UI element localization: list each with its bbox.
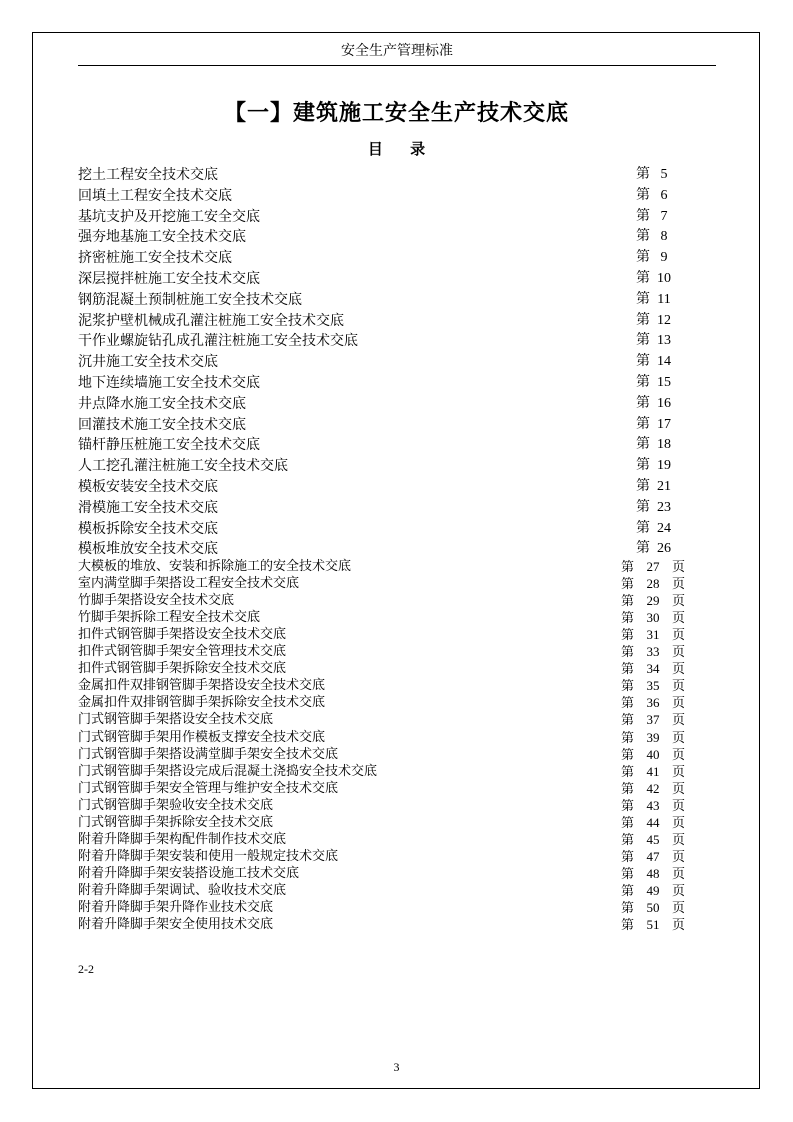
- toc-page-number: 15: [657, 375, 671, 390]
- toc-page-suffix: 页: [672, 797, 686, 813]
- toc-entry-page: [621, 848, 685, 865]
- toc-page-number: 29: [646, 593, 660, 609]
- toc-entry[interactable]: [78, 626, 698, 643]
- toc-entry-title: 回填土工程安全技术交底: [78, 187, 232, 204]
- toc-entry-page: [636, 539, 678, 559]
- toc-page-suffix: 页: [672, 763, 686, 779]
- toc-page-suffix: 页: [672, 593, 686, 609]
- toc-page-number: 42: [646, 780, 660, 796]
- toc-page-number: 11: [657, 291, 671, 307]
- toc-page-number: 19: [657, 458, 671, 474]
- toc-entry[interactable]: [78, 558, 698, 575]
- toc-entry-page: [621, 916, 685, 933]
- toc-entry-page: [636, 290, 678, 310]
- toc-entry-page: [621, 626, 685, 643]
- toc-entry-title: 门式钢管脚手架搭设完成后混凝土浇捣安全技术交底: [78, 763, 378, 779]
- toc-entry[interactable]: [78, 865, 698, 882]
- toc-entry-page: [636, 207, 678, 227]
- toc-entry[interactable]: [78, 643, 698, 660]
- toc-entry[interactable]: [78, 269, 698, 289]
- toc-page-number: 37: [646, 712, 660, 728]
- toc-entry[interactable]: [78, 575, 698, 592]
- toc-entry-title: 锚杆静压桩施工安全技术交底: [78, 437, 260, 454]
- toc-page-prefix: 第: [621, 712, 635, 728]
- toc-entry[interactable]: [78, 373, 698, 393]
- toc-page-number: 39: [646, 729, 660, 745]
- toc-page-prefix: 第: [636, 354, 650, 370]
- toc-entry-title: 模板堆放安全技术交底: [78, 541, 218, 558]
- toc-page-suffix: 页: [672, 848, 686, 864]
- toc-entry-title: 门式钢管脚手架拆除安全技术交底: [78, 814, 274, 830]
- toc-entry-title: 深层搅拌桩施工安全技术交底: [78, 271, 260, 287]
- toc-page-suffix: 页: [672, 661, 686, 677]
- toc-entry[interactable]: [78, 456, 698, 476]
- toc-entry-page: [636, 519, 678, 539]
- toc-entry-title: 门式钢管脚手架安全管理与维护安全技术交底: [78, 780, 339, 796]
- toc-entry-title: 挖土工程安全技术交底: [78, 167, 218, 183]
- toc-entry-title: 附着升降脚手架安装搭设施工技术交底: [78, 865, 300, 881]
- toc-entry[interactable]: [78, 814, 698, 831]
- toc-page-prefix: 第: [621, 695, 635, 711]
- toc-entry-title: 基坑支护及开挖施工安全交底: [78, 208, 260, 225]
- toc-page-suffix: 页: [672, 678, 686, 694]
- toc-page-prefix: 第: [621, 661, 635, 677]
- toc-page-number: 9: [660, 250, 668, 266]
- toc-entry[interactable]: [78, 882, 698, 899]
- toc-page-number: 36: [646, 695, 660, 711]
- toc-entry-title: 金属扣件双排钢管脚手架搭设安全技术交底: [78, 678, 326, 694]
- toc-page-number: 13: [657, 333, 671, 349]
- toc-page-prefix: 第: [636, 333, 650, 349]
- toc-page-prefix: 第: [636, 167, 650, 182]
- toc-entry-page: [636, 165, 678, 185]
- toc-entry-title: 滑模施工安全技术交底: [78, 499, 218, 516]
- toc-page-prefix: 第: [636, 208, 650, 224]
- toc-page-number: 41: [646, 763, 660, 779]
- toc-page-prefix: 第: [636, 271, 650, 286]
- toc-entry-title: 泥浆护壁机械成孔灌注桩施工安全技术交底: [78, 312, 344, 329]
- toc-page-number: 16: [657, 395, 671, 411]
- toc-entry-title: 门式钢管脚手架验收安全技术交底: [78, 797, 274, 813]
- toc-page-prefix: 第: [621, 644, 635, 660]
- toc-page-prefix: 第: [621, 848, 635, 864]
- toc-page-suffix: 页: [672, 814, 686, 830]
- toc-page-suffix: 页: [672, 917, 686, 933]
- toc-entry-title: 地下连续墙施工安全技术交底: [78, 375, 260, 391]
- toc-page-prefix: 第: [636, 395, 650, 411]
- toc-entry-page: [636, 456, 678, 476]
- toc-page-number: 21: [657, 479, 671, 494]
- toc-entry[interactable]: [78, 290, 698, 310]
- toc-entry-title: 金属扣件双排钢管脚手架拆除安全技术交底: [78, 695, 326, 711]
- toc-page-suffix: 页: [672, 695, 686, 711]
- toc-page-prefix: 第: [636, 187, 650, 203]
- toc-entry-title: 扣件式钢管脚手架拆除安全技术交底: [78, 661, 287, 677]
- toc-entry[interactable]: [78, 415, 698, 435]
- toc-page-suffix: 页: [672, 559, 686, 574]
- toc-page-prefix: 第: [621, 831, 635, 847]
- toc-page-number: 10: [657, 271, 671, 286]
- toc-entry-page: [621, 763, 685, 780]
- toc-entry-page: [621, 831, 685, 848]
- toc-page-suffix: 页: [672, 627, 686, 643]
- toc-page-number: 49: [646, 882, 660, 898]
- toc-entry[interactable]: [78, 797, 698, 814]
- toc-entry-title: 强夯地基施工安全技术交底: [78, 229, 246, 246]
- toc-entry-title: 大模板的堆放、安装和拆除施工的安全技术交底: [78, 559, 352, 574]
- toc-entry[interactable]: [78, 660, 698, 677]
- toc-entry-title: 干作业螺旋钻孔成孔灌注桩施工安全技术交底: [78, 333, 358, 350]
- toc-page-suffix: 页: [672, 900, 686, 915]
- toc-page-number: 48: [646, 865, 660, 881]
- toc-entry-page: [621, 797, 685, 814]
- toc-page-prefix: 第: [636, 479, 650, 494]
- toc-entry-page: [621, 882, 685, 899]
- toc-entry[interactable]: [78, 186, 698, 206]
- toc-page-prefix: 第: [621, 882, 635, 898]
- toc-page-number: 5: [660, 167, 668, 182]
- toc-entry-title: 附着升降脚手架构配件制作技术交底: [78, 831, 287, 847]
- toc-entry-page: [621, 899, 685, 916]
- toc-entry-title: 附着升降脚手架安装和使用一般规定技术交底: [78, 848, 339, 864]
- toc-entry-page: [621, 729, 685, 746]
- toc-entry-page: [636, 477, 678, 497]
- toc-entry[interactable]: [78, 248, 698, 268]
- toc-entry-title: 回灌技术施工安全技术交底: [78, 416, 246, 433]
- toc-page-suffix: 页: [672, 610, 686, 626]
- toc-entry-title: 扣件式钢管脚手架安全管理技术交底: [78, 644, 287, 660]
- toc-entry-title: 钢筋混凝土预制桩施工安全技术交底: [78, 291, 302, 308]
- toc-entry[interactable]: [78, 394, 698, 414]
- toc-page-prefix: 第: [621, 627, 635, 643]
- toc-heading: 目 录: [367, 140, 426, 158]
- document-title: 【一】建筑施工安全生产技术交底: [223, 101, 569, 126]
- toc-entry-title: 沉井施工安全技术交底: [78, 354, 218, 371]
- toc-entry-title: 室内满堂脚手架搭设工程安全技术交底: [78, 576, 300, 592]
- toc-page-number: 8: [660, 229, 668, 245]
- toc-entry[interactable]: [78, 831, 698, 848]
- toc-page-prefix: 第: [621, 593, 635, 609]
- toc-entry[interactable]: [78, 435, 698, 455]
- toc-entry-page: [636, 435, 678, 455]
- toc-entry[interactable]: [78, 677, 698, 694]
- toc-entry-title: 附着升降脚手架安全使用技术交底: [78, 917, 274, 933]
- toc-page-number: 44: [646, 814, 660, 830]
- toc-page-prefix: 第: [621, 814, 635, 830]
- toc-page-prefix: 第: [621, 559, 635, 574]
- toc-entry-page: [636, 394, 678, 414]
- toc-entry-page: [636, 373, 678, 393]
- toc-entry[interactable]: [78, 311, 698, 331]
- toc-entry[interactable]: [78, 899, 698, 916]
- toc-page-suffix: 页: [672, 865, 686, 881]
- toc-entry-page: [636, 269, 678, 289]
- toc-page-suffix: 页: [672, 882, 686, 898]
- toc-page-number: 34: [646, 661, 660, 677]
- toc-page-prefix: 第: [621, 746, 635, 762]
- toc-page-number: 35: [646, 678, 660, 694]
- toc-entry-page: [636, 352, 678, 372]
- toc-page-prefix: 第: [636, 250, 650, 266]
- toc-page-prefix: 第: [636, 499, 650, 515]
- toc-page-suffix: 页: [672, 644, 686, 660]
- toc-entry-title: 门式钢管脚手架用作模板支撑安全技术交底: [78, 729, 326, 745]
- toc-page-prefix: 第: [636, 375, 650, 390]
- toc-page-prefix: 第: [621, 729, 635, 745]
- toc-entry[interactable]: [78, 227, 698, 247]
- toc-entry-title: 附着升降脚手架升降作业技术交底: [78, 900, 274, 915]
- toc-page-prefix: 第: [636, 437, 650, 453]
- toc-entry-page: [636, 415, 678, 435]
- toc-page-number: 14: [657, 354, 671, 370]
- toc-page-number: 51: [646, 917, 660, 933]
- toc-page-number: 27: [646, 559, 660, 574]
- toc-entry-title: 门式钢管脚手架搭设满堂脚手架安全技术交底: [78, 746, 339, 762]
- toc-entry-page: [636, 498, 678, 518]
- toc-page-prefix: 第: [621, 576, 635, 592]
- toc-entry-page: [621, 814, 685, 831]
- toc-page-number: 45: [646, 831, 660, 847]
- toc-entry-page: [636, 311, 678, 331]
- toc-entry[interactable]: [78, 729, 698, 746]
- toc-entry[interactable]: [78, 711, 698, 728]
- toc-page-number: 17: [657, 416, 671, 432]
- toc-page-suffix: 页: [672, 746, 686, 762]
- toc-page-prefix: 第: [636, 312, 650, 328]
- toc-page-prefix: 第: [636, 229, 650, 245]
- toc-page-number: 26: [657, 541, 671, 557]
- toc-page-number: 24: [657, 520, 671, 536]
- toc-entry-page: [621, 558, 685, 575]
- toc-page-number: 6: [660, 187, 668, 203]
- running-header: 安全生产管理标准: [78, 40, 716, 66]
- toc-page-prefix: 第: [621, 865, 635, 881]
- toc-entry-page: [636, 186, 678, 206]
- section-code: 2-2: [78, 962, 94, 976]
- toc-entry-page: [621, 711, 685, 728]
- toc-page-prefix: 第: [636, 416, 650, 432]
- toc-page-prefix: 第: [636, 458, 650, 474]
- toc-entry-page: [636, 248, 678, 268]
- toc-page-number: 33: [646, 644, 660, 660]
- toc-entry[interactable]: [78, 331, 698, 351]
- toc-page-number: 12: [657, 312, 671, 328]
- toc-entry-page: [621, 643, 685, 660]
- page-number: 3: [393, 1060, 400, 1074]
- toc-entry-title: 人工挖孔灌注桩施工安全技术交底: [78, 458, 288, 475]
- toc-page-prefix: 第: [636, 541, 650, 557]
- toc-page-number: 31: [646, 627, 660, 643]
- toc-entry[interactable]: [78, 165, 698, 185]
- toc-entry-page: [636, 331, 678, 351]
- toc-page-prefix: 第: [621, 763, 635, 779]
- toc-entry[interactable]: [78, 780, 698, 797]
- toc-page-suffix: 页: [672, 780, 686, 796]
- toc-entry[interactable]: [78, 694, 698, 711]
- toc-page-prefix: 第: [636, 291, 650, 307]
- toc-entry-page: [621, 609, 685, 626]
- toc-page-number: 23: [657, 499, 671, 515]
- toc-page-prefix: 第: [621, 797, 635, 813]
- toc-entry-title: 竹脚手架搭设安全技术交底: [78, 593, 235, 609]
- toc-page-number: 47: [646, 848, 660, 864]
- toc-page-number: 7: [660, 208, 668, 224]
- toc-entry[interactable]: [78, 916, 698, 933]
- toc-entry[interactable]: [78, 609, 698, 626]
- toc-entry-title: 竹脚手架拆除工程安全技术交底: [78, 610, 261, 626]
- toc-page-number: 40: [646, 746, 660, 762]
- toc-entry-page: [621, 575, 685, 592]
- toc-entry-page: [621, 660, 685, 677]
- toc-entry[interactable]: [78, 519, 698, 539]
- toc-page-suffix: 页: [672, 831, 686, 847]
- toc-page-number: 43: [646, 797, 660, 813]
- toc-entry-title: 模板安装安全技术交底: [78, 479, 218, 495]
- toc-entry-title: 扣件式钢管脚手架搭设安全技术交底: [78, 627, 287, 643]
- toc-entry-page: [621, 746, 685, 763]
- toc-page-number: 18: [657, 437, 671, 453]
- toc-entry-title: 挤密桩施工安全技术交底: [78, 250, 232, 267]
- toc-page-prefix: 第: [621, 610, 635, 626]
- toc-page-number: 50: [646, 900, 660, 915]
- toc-page-prefix: 第: [621, 678, 635, 694]
- toc-page-suffix: 页: [672, 712, 686, 728]
- toc-page-prefix: 第: [621, 917, 635, 933]
- toc-entry-page: [636, 227, 678, 247]
- toc-page-suffix: 页: [672, 576, 686, 592]
- toc-entry[interactable]: [78, 207, 698, 227]
- toc-page-prefix: 第: [621, 900, 635, 915]
- toc-entry-title: 井点降水施工安全技术交底: [78, 395, 246, 412]
- toc-entry-title: 模板拆除安全技术交底: [78, 520, 218, 537]
- toc-entry[interactable]: [78, 498, 698, 518]
- toc-entry[interactable]: [78, 352, 698, 372]
- toc-entry-page: [621, 865, 685, 882]
- toc-entry[interactable]: [78, 848, 698, 865]
- toc-entry[interactable]: [78, 592, 698, 609]
- toc-entry-page: [621, 592, 685, 609]
- toc-entry[interactable]: [78, 746, 698, 763]
- toc-page-number: 28: [646, 576, 660, 592]
- toc-page-suffix: 页: [672, 729, 686, 745]
- toc-entry-title: 附着升降脚手架调试、验收技术交底: [78, 882, 287, 898]
- toc-entry-title: 门式钢管脚手架搭设安全技术交底: [78, 712, 274, 728]
- toc-entry-page: [621, 677, 685, 694]
- toc-entry[interactable]: [78, 763, 698, 780]
- toc-page-prefix: 第: [621, 780, 635, 796]
- toc-page-number: 30: [646, 610, 660, 626]
- toc-entry-page: [621, 780, 685, 797]
- toc-entry[interactable]: [78, 539, 698, 559]
- toc-entry[interactable]: [78, 477, 698, 497]
- toc-entry-page: [621, 694, 685, 711]
- toc-page-prefix: 第: [636, 520, 650, 536]
